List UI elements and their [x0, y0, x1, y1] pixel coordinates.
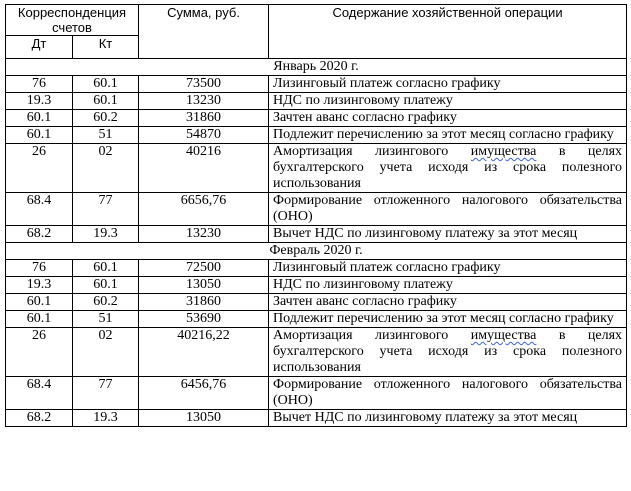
table-row — [6, 328, 627, 377]
sum-header: Сумма, руб. — [139, 5, 269, 59]
description-cell: Зачтен аванс согласно графику — [269, 294, 627, 311]
description-cell: Лизинговый платеж согласно графику — [269, 76, 627, 93]
description-part: в целях бухгалтерского учета исходя из срока полезного использования — [273, 144, 623, 191]
description-cell — [269, 328, 627, 377]
description-cell: Подлежит перечислению за этот месяц согласно графику — [269, 127, 627, 144]
month-title: Январь 2020 г. — [6, 59, 627, 76]
kt-cell: 77 — [73, 193, 139, 226]
month-row — [6, 243, 627, 260]
sum-cell: 13230 — [139, 93, 269, 110]
table-row — [6, 410, 627, 427]
kt-cell: 77 — [73, 377, 139, 410]
kt-cell: 19.3 — [73, 410, 139, 427]
sum-cell: 13230 — [139, 226, 269, 243]
month-title: Февраль 2020 г. — [6, 243, 627, 260]
dt-cell: 26 — [6, 144, 73, 193]
table-row — [6, 311, 627, 328]
sum-cell: 31860 — [139, 294, 269, 311]
kt-cell: 60.2 — [73, 294, 139, 311]
kt-cell: 60.1 — [73, 260, 139, 277]
kt-cell: 60.1 — [73, 93, 139, 110]
kt-cell: 51 — [73, 127, 139, 144]
sum-cell: 73500 — [139, 76, 269, 93]
kt-cell: 51 — [73, 311, 139, 328]
table-row — [6, 277, 627, 294]
dt-cell: 76 — [6, 260, 73, 277]
kt-cell: 60.1 — [73, 277, 139, 294]
table-row — [6, 193, 627, 226]
spellcheck-word: имущества — [470, 144, 537, 159]
table-row — [6, 294, 627, 311]
table-row — [6, 144, 627, 193]
table-row — [6, 110, 627, 127]
sum-cell: 6656,76 — [139, 193, 269, 226]
header-row — [6, 5, 627, 36]
sum-cell: 40216 — [139, 144, 269, 193]
month-row — [6, 59, 627, 76]
sum-cell: 13050 — [139, 410, 269, 427]
dt-cell: 60.1 — [6, 127, 73, 144]
sum-cell: 6456,76 — [139, 377, 269, 410]
sum-cell: 31860 — [139, 110, 269, 127]
dt-header: Дт — [6, 36, 73, 59]
description-part: Амортизация лизингового — [273, 144, 471, 159]
sum-cell: 54870 — [139, 127, 269, 144]
sum-cell: 40216,22 — [139, 328, 269, 377]
correspondence-header: Корреспонденция счетов — [6, 5, 139, 36]
description-cell: НДС по лизинговому платежу — [269, 277, 627, 294]
description-cell: Лизинговый платеж согласно графику — [269, 260, 627, 277]
description-cell: Формирование отложенного налогового обязательства (ОНО) — [269, 193, 627, 226]
table-row — [6, 127, 627, 144]
dt-cell: 68.2 — [6, 226, 73, 243]
sum-cell: 13050 — [139, 277, 269, 294]
description-cell: НДС по лизинговому платежу — [269, 93, 627, 110]
content-header: Содержание хозяйственной операции — [269, 5, 627, 59]
table-row — [6, 93, 627, 110]
dt-cell: 76 — [6, 76, 73, 93]
kt-header: Кт — [73, 36, 139, 59]
kt-cell: 60.2 — [73, 110, 139, 127]
dt-cell: 19.3 — [6, 277, 73, 294]
description-part: Амортизация лизингового — [273, 328, 471, 343]
description-cell: Формирование отложенного налогового обязательства (ОНО) — [269, 377, 627, 410]
description-cell: Зачтен аванс согласно графику — [269, 110, 627, 127]
spellcheck-word: имущества — [470, 328, 537, 343]
kt-cell: 60.1 — [73, 76, 139, 93]
dt-cell: 68.2 — [6, 410, 73, 427]
table-row — [6, 377, 627, 410]
kt-cell: 19.3 — [73, 226, 139, 243]
sum-cell: 53690 — [139, 311, 269, 328]
description-part: в целях бухгалтерского учета исходя из срока полезного использования — [273, 328, 623, 375]
description-cell — [269, 144, 627, 193]
table-row — [6, 226, 627, 243]
dt-cell: 68.4 — [6, 193, 73, 226]
kt-cell: 02 — [73, 328, 139, 377]
description-cell: Вычет НДС по лизинговому платежу за этот месяц — [269, 226, 627, 243]
kt-cell: 02 — [73, 144, 139, 193]
operations-table — [5, 4, 627, 427]
dt-cell: 60.1 — [6, 311, 73, 328]
dt-cell: 68.4 — [6, 377, 73, 410]
dt-cell: 60.1 — [6, 294, 73, 311]
description-cell: Подлежит перечислению за этот месяц согласно графику — [269, 311, 627, 328]
dt-cell: 19.3 — [6, 93, 73, 110]
dt-cell: 26 — [6, 328, 73, 377]
sum-cell: 72500 — [139, 260, 269, 277]
dt-cell: 60.1 — [6, 110, 73, 127]
table-row — [6, 260, 627, 277]
description-cell: Вычет НДС по лизинговому платежу за этот месяц — [269, 410, 627, 427]
table-row — [6, 76, 627, 93]
